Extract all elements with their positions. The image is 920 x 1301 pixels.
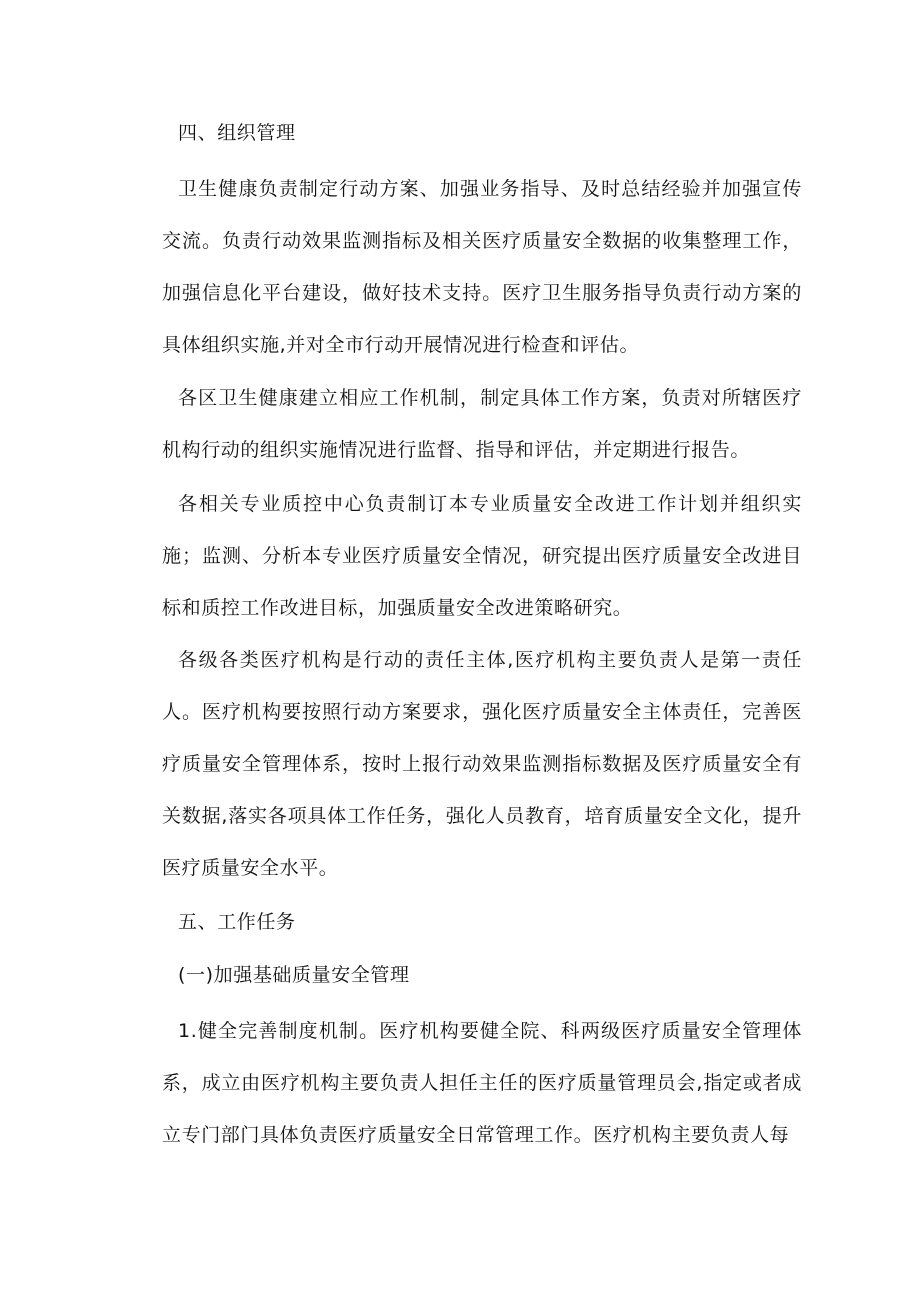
section-five-heading: 五、工作任务 xyxy=(178,911,296,933)
section-four-paragraph-3 xyxy=(162,478,802,634)
paragraph: 各区卫生健康建立相应工作机制，制定具体工作方案，负责对所辖医疗机构行动的组织实施情况进行监督、指导和评估，并定期进行报告。 xyxy=(162,387,802,461)
section-five-subheading: (一)加强基础质量安全管理 xyxy=(178,964,410,986)
section-four-paragraph-1 xyxy=(162,163,802,371)
paragraph: 卫生健康负责制定行动方案、加强业务指导、及时总结经验并加强宣传交流。负责行动效果监测指标及相关医疗质量安全数据的收集整理工作，加强信息化平台建设，做好技术支持。医疗卫生服务指导负责行动方案的具体组织实施,并对全市行动开展情况进行检查和评估。 xyxy=(162,178,802,356)
paragraph: 各级各类医疗机构是行动的责任主体,医疗机构主要负责人是第一责任人。医疗机构要按照行动方案要求，强化医疗质量安全主体责任，完善医疗质量安全管理体系，按时上报行动效果监测指标数据及医疗质量安全有关数据,落实各项具体工作任务，强化人员教育，培育质量安全文化，提升医疗质量安全水平。 xyxy=(162,649,802,879)
paragraph: 1.健全完善制度机制。医疗机构要健全院、科两级医疗质量安全管理体系，成立由医疗机构主要负责人担任主任的医疗质量管理员会,指定或者成立专门部门具体负责医疗质量安全日常管理工作。医疗机构主要负责人每 xyxy=(162,1020,802,1146)
section-four-heading: 四、组织管理 xyxy=(178,122,296,144)
section-four-paragraph-2 xyxy=(162,372,802,476)
section-five-paragraph-1 xyxy=(162,1005,802,1161)
section-four-paragraph-4 xyxy=(162,634,802,894)
paragraph: 各相关专业质控中心负责制订本专业质量安全改进工作计划并组织实施；监测、分析本专业医疗质量安全情况，研究提出医疗质量安全改进目标和质控工作改进目标，加强质量安全改进策略研究。 xyxy=(162,493,802,619)
